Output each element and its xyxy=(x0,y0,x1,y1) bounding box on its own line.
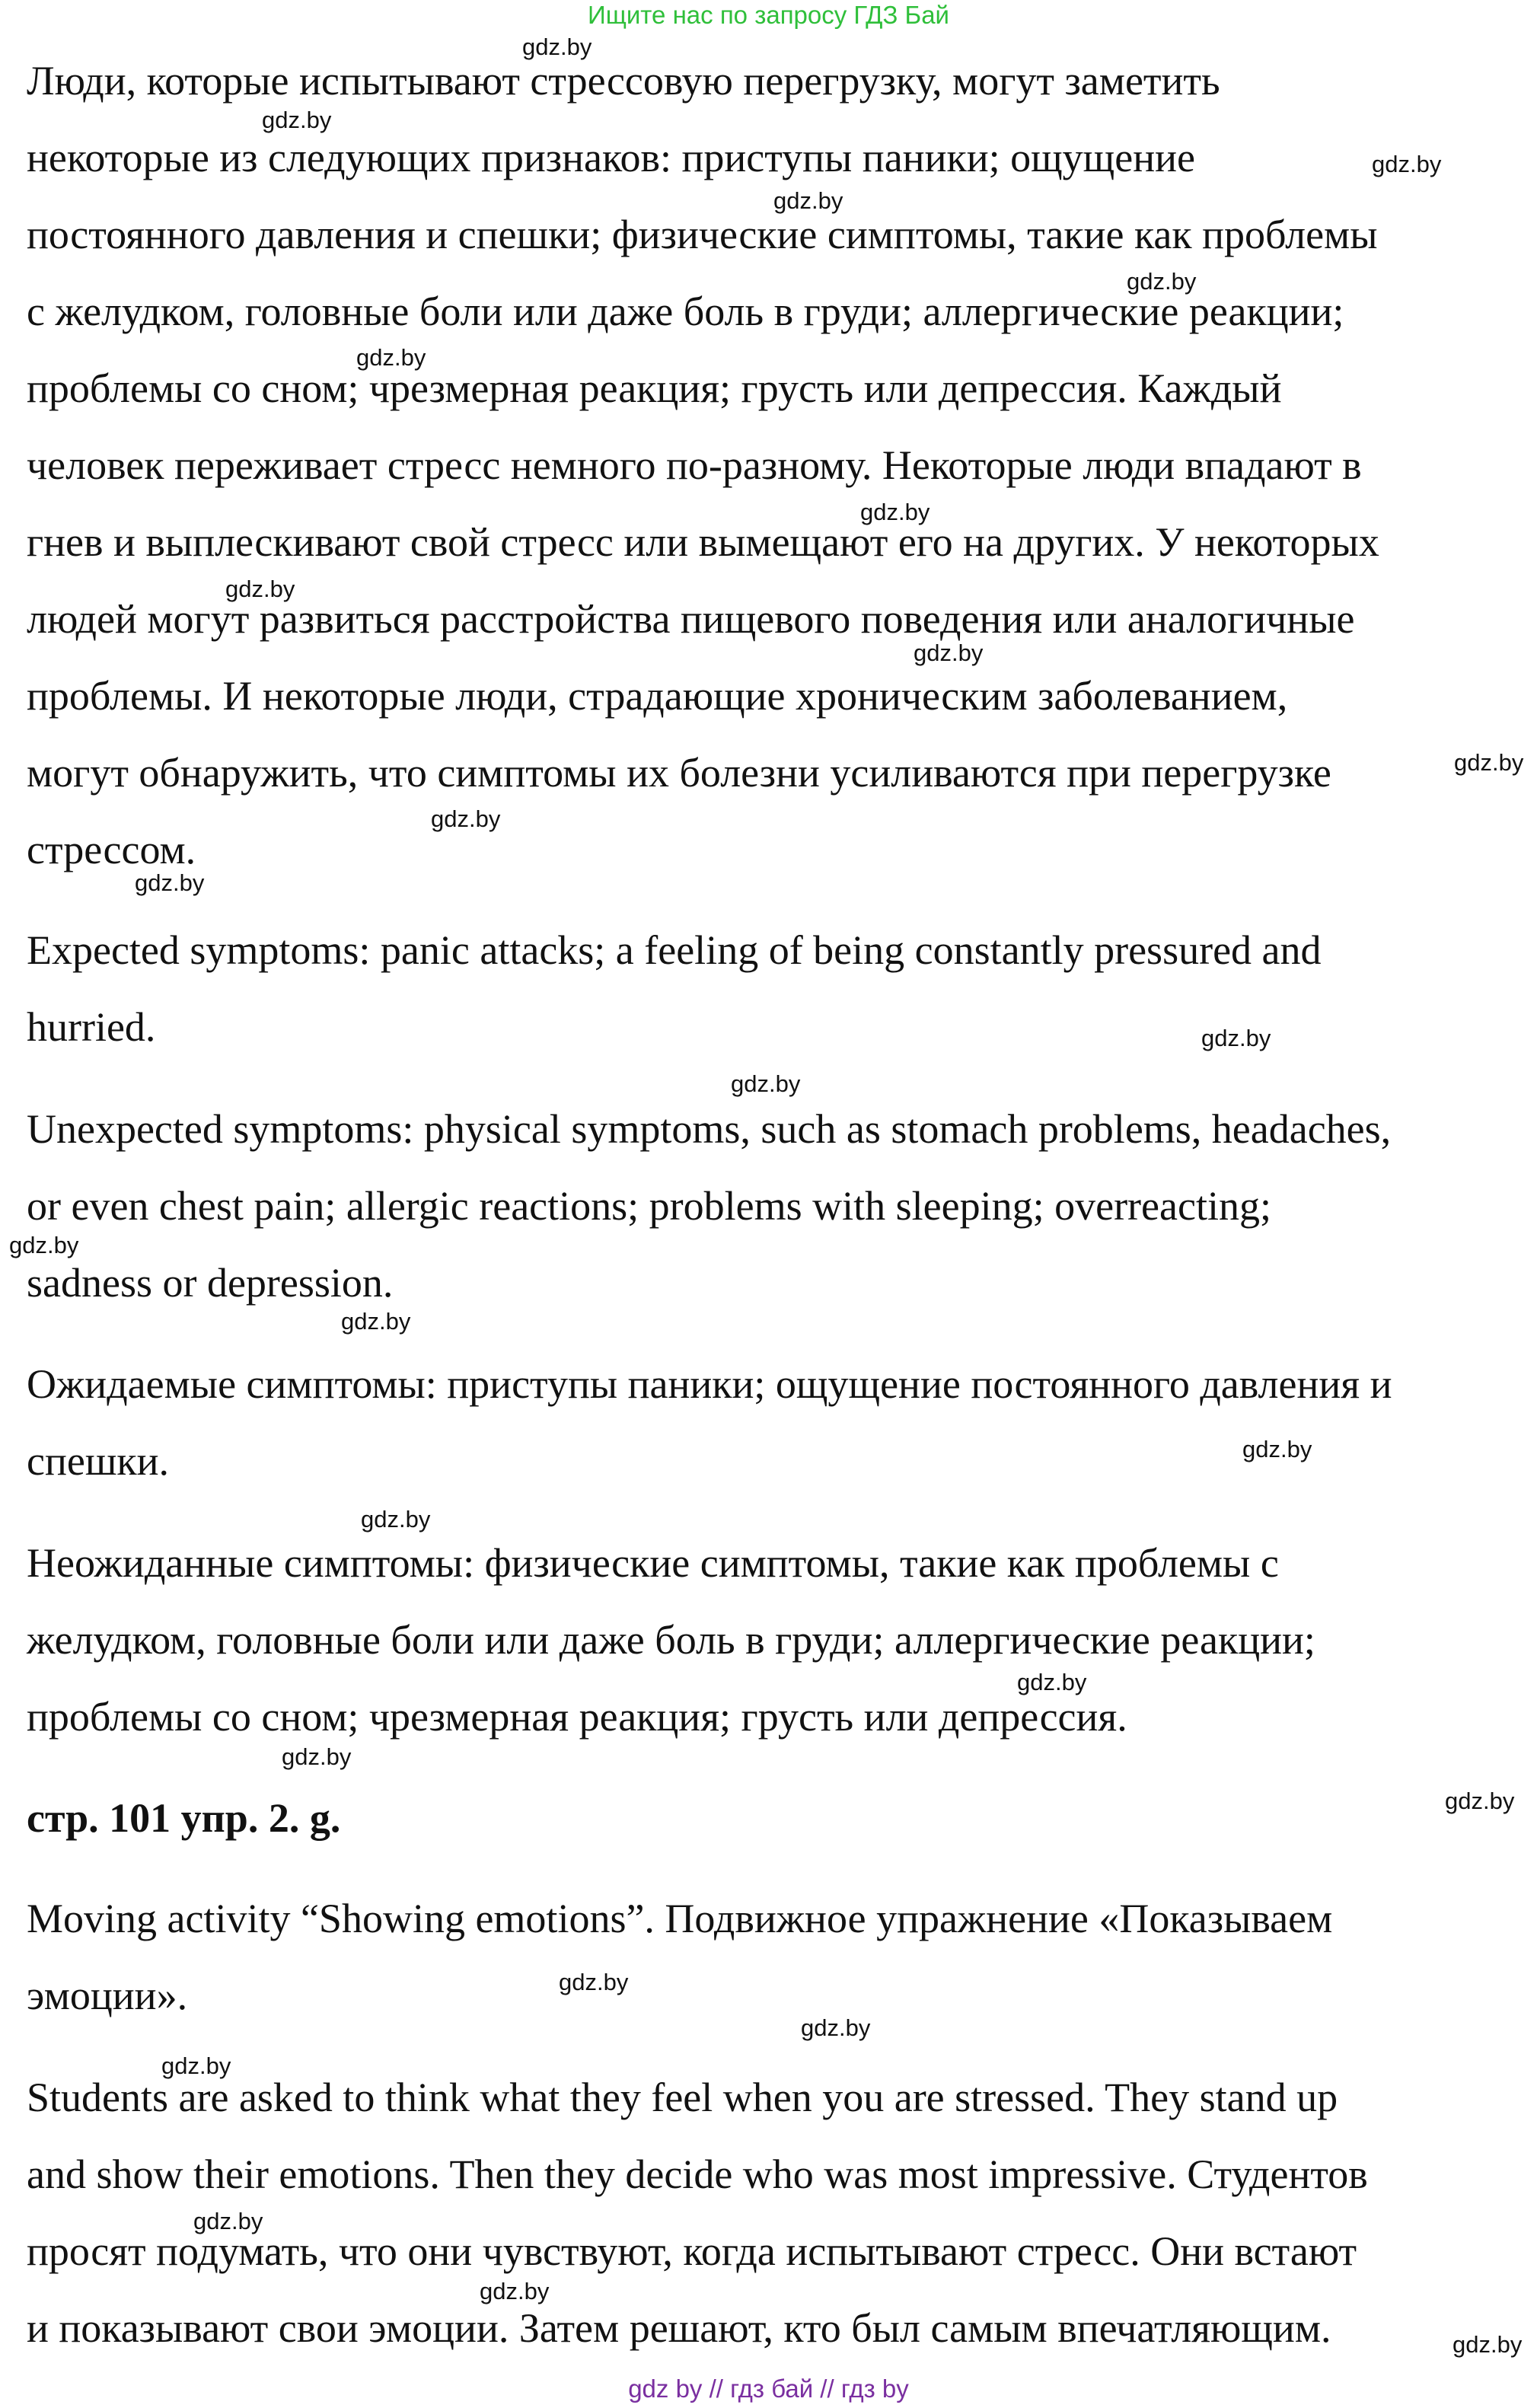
text-line: некоторые из следующих признаков: приступы паники; ощущение xyxy=(27,135,1195,180)
text-line: Unexpected symptoms: physical symptoms, such as stomach problems, headaches, xyxy=(27,1106,1392,1152)
watermark: gdz.by xyxy=(1372,151,1442,177)
heading-text: стр. 101 упр. 2. g. xyxy=(27,1795,341,1841)
paragraph-stress-symptoms-ru xyxy=(27,43,1519,888)
watermark: gdz.by xyxy=(559,1969,629,1995)
watermark: gdz.by xyxy=(1201,1025,1271,1051)
watermark: gdz.by xyxy=(1454,749,1524,776)
watermark: gdz.by xyxy=(801,2014,871,2041)
text-line: могут обнаружить, что симптомы их болезни усиливаются при перегрузке xyxy=(27,750,1331,796)
text-line: эмоции». xyxy=(27,1973,188,2018)
watermark: gdz.by xyxy=(731,1070,801,1097)
text-line: просят подумать, что они чувствуют, когда испытывают стресс. Они встают xyxy=(27,2228,1357,2274)
text-line: людей могут развиться расстройства пищевого поведения или аналогичные xyxy=(27,596,1355,642)
paragraph-expected-symptoms-ru xyxy=(27,1346,1519,1500)
text-line: Students are asked to think what they feel when you are stressed. They stand up xyxy=(27,2075,1338,2120)
watermark: gdz.by xyxy=(860,499,930,525)
footer-links[interactable]: gdz by // гдз бай // гдз by xyxy=(628,2375,909,2403)
watermark: gdz.by xyxy=(1445,1788,1515,1814)
text-line: or even chest pain; allergic reactions; problems with sleeping; overreacting; xyxy=(27,1183,1271,1229)
text-line: Moving activity “Showing emotions”. Подвижное упражнение «Показываем xyxy=(27,1896,1333,1941)
text-line: Люди, которые испытывают стрессовую перегрузку, могут заметить xyxy=(27,58,1220,104)
watermark: gdz.by xyxy=(1242,1436,1312,1462)
text-line: Неожиданные симптомы: физические симптомы, такие как проблемы с xyxy=(27,1540,1279,1586)
text-line: желудком, головные боли или даже боль в груди; аллергические реакции; xyxy=(27,1617,1315,1663)
watermark: gdz.by xyxy=(135,869,205,896)
text-line: гнев и выплескивают свой стресс или вымещают его на других. У некоторых xyxy=(27,519,1379,565)
paragraph-unexpected-symptoms-en xyxy=(27,1091,1519,1322)
watermark: gdz.by xyxy=(9,1232,79,1258)
text-line: Expected symptoms: panic attacks; a feeling of being constantly pressured and xyxy=(27,927,1322,973)
paragraph-expected-symptoms-en xyxy=(27,912,1519,1066)
header-banner[interactable]: Ищите нас по запросу ГДЗ Бай xyxy=(588,1,949,29)
watermark: gdz.by xyxy=(193,2208,263,2234)
text-line: and show their emotions. Then they decide who was most impressive. Студентов xyxy=(27,2151,1368,2197)
watermark: gdz.by xyxy=(773,187,843,214)
watermark: gdz.by xyxy=(225,576,295,602)
text-line: проблемы со сном; чрезмерная реакция; грусть или депрессия. xyxy=(27,1694,1127,1740)
watermark: gdz.by xyxy=(1017,1669,1087,1695)
text-line: спешки. xyxy=(27,1438,170,1484)
paragraph-moving-activity xyxy=(27,1880,1519,2034)
watermark: gdz.by xyxy=(262,107,332,133)
watermark: gdz.by xyxy=(522,33,592,60)
text-line: постоянного давления и спешки; физические симптомы, такие как проблемы xyxy=(27,212,1378,257)
watermark: gdz.by xyxy=(1127,268,1197,295)
text-line: Ожидаемые симптомы: приступы паники; ощущение постоянного давления и xyxy=(27,1361,1392,1407)
text-line: проблемы. И некоторые люди, страдающие хроническим заболеванием, xyxy=(27,673,1288,719)
watermark: gdz.by xyxy=(356,344,426,371)
text-line: и показывают свои эмоции. Затем решают, кто был самым впечатляющим. xyxy=(27,2305,1331,2351)
exercise-heading xyxy=(27,1780,1519,1857)
text-line: стрессом. xyxy=(27,827,196,872)
text-line: человек переживает стресс немного по-разному. Некоторые люди впадают в xyxy=(27,442,1362,488)
watermark: gdz.by xyxy=(1452,2331,1523,2358)
text-line: проблемы со сном; чрезмерная реакция; грусть или депрессия. Каждый xyxy=(27,365,1282,411)
text-line: с желудком, головные боли или даже боль в груди; аллергические реакции; xyxy=(27,289,1344,334)
paragraph-unexpected-symptoms-ru xyxy=(27,1525,1519,1756)
watermark: gdz.by xyxy=(431,805,501,832)
text-line: sadness or depression. xyxy=(27,1260,394,1306)
watermark: gdz.by xyxy=(341,1308,411,1335)
watermark: gdz.by xyxy=(361,1506,431,1533)
watermark: gdz.by xyxy=(161,2052,231,2079)
watermark: gdz.by xyxy=(480,2278,550,2304)
watermark: gdz.by xyxy=(914,639,984,666)
watermark: gdz.by xyxy=(282,1743,352,1770)
text-line: hurried. xyxy=(27,1004,156,1050)
